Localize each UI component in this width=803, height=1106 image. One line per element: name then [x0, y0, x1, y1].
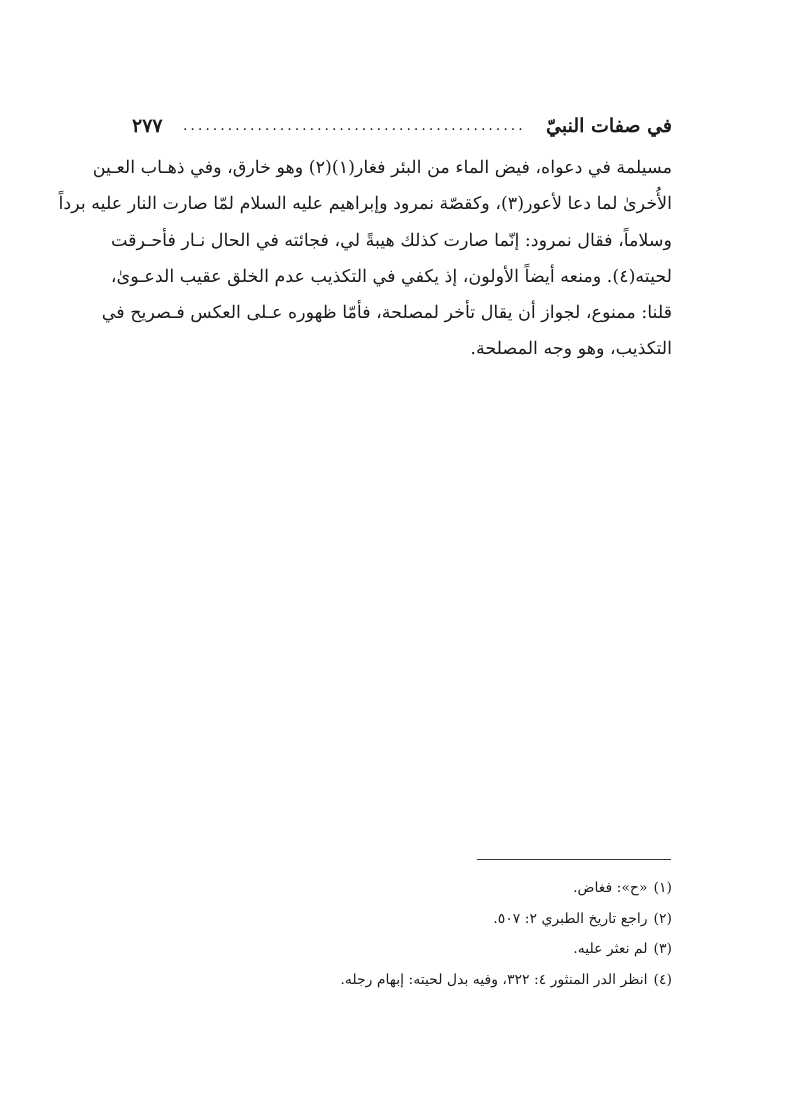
- footnote-item: [132, 965, 672, 996]
- footnote-item: [132, 934, 672, 965]
- running-header: [132, 108, 672, 144]
- running-title: في صفات النبيّ: [546, 115, 672, 137]
- footnote-item: [132, 904, 672, 935]
- footnote-separator: [477, 859, 671, 860]
- footnote-number: (٣): [653, 941, 672, 957]
- body-line: وسلاماً، فقال نمرود: إنّما صارت كذلك هيبةً لي، فجائته في الحال نـار فأحـرقت: [111, 230, 672, 251]
- body-paragraph: [58, 150, 672, 368]
- body-line: الأُخرىٰ لما دعا لأعور(٣)، وكقصّة نمرود وإبراهيم عليه السلام لمّا صارت النار عليه برداً: [58, 194, 672, 215]
- footnote-text: راجع تاريخ الطبري ٢: ٥٠٧.: [493, 910, 648, 927]
- leader-dots: ..............................................: [182, 118, 526, 134]
- footnote-item: [132, 873, 672, 904]
- page-number: ٢٧٧: [132, 115, 163, 137]
- footnote-number: (٤): [653, 971, 672, 988]
- footnote-text: «ح»: فغاض.: [573, 880, 648, 896]
- body-line: التكذيب، وهو وجه المصلحة.: [470, 339, 672, 360]
- footnote-text: انظر الدر المنثور ٤: ٣٢٢، وفيه بدل لحيته: إبهام رجله.: [340, 971, 648, 988]
- footnotes: [132, 873, 672, 995]
- body-line: قلنا: ممنوع، لجواز أن يقال تأخر لمصلحة، فأمّا ظهوره عـلى العكس فـصريح في: [101, 303, 672, 324]
- footnote-text: لم نعثر عليه.: [573, 941, 648, 957]
- body-line: مسيلمة في دعواه، فيض الماء من البئر فغار(١)(٢) وهو خارق، وفي ذهـاب العـين: [92, 158, 672, 178]
- footnote-number: (٢): [653, 910, 672, 927]
- body-line: لحيته(٤). ومنعه أيضاً الأولون، إذ يكفي في التكذيب عدم الخلق عقيب الدعـوىٰ،: [110, 266, 672, 287]
- footnote-number: (١): [653, 880, 672, 896]
